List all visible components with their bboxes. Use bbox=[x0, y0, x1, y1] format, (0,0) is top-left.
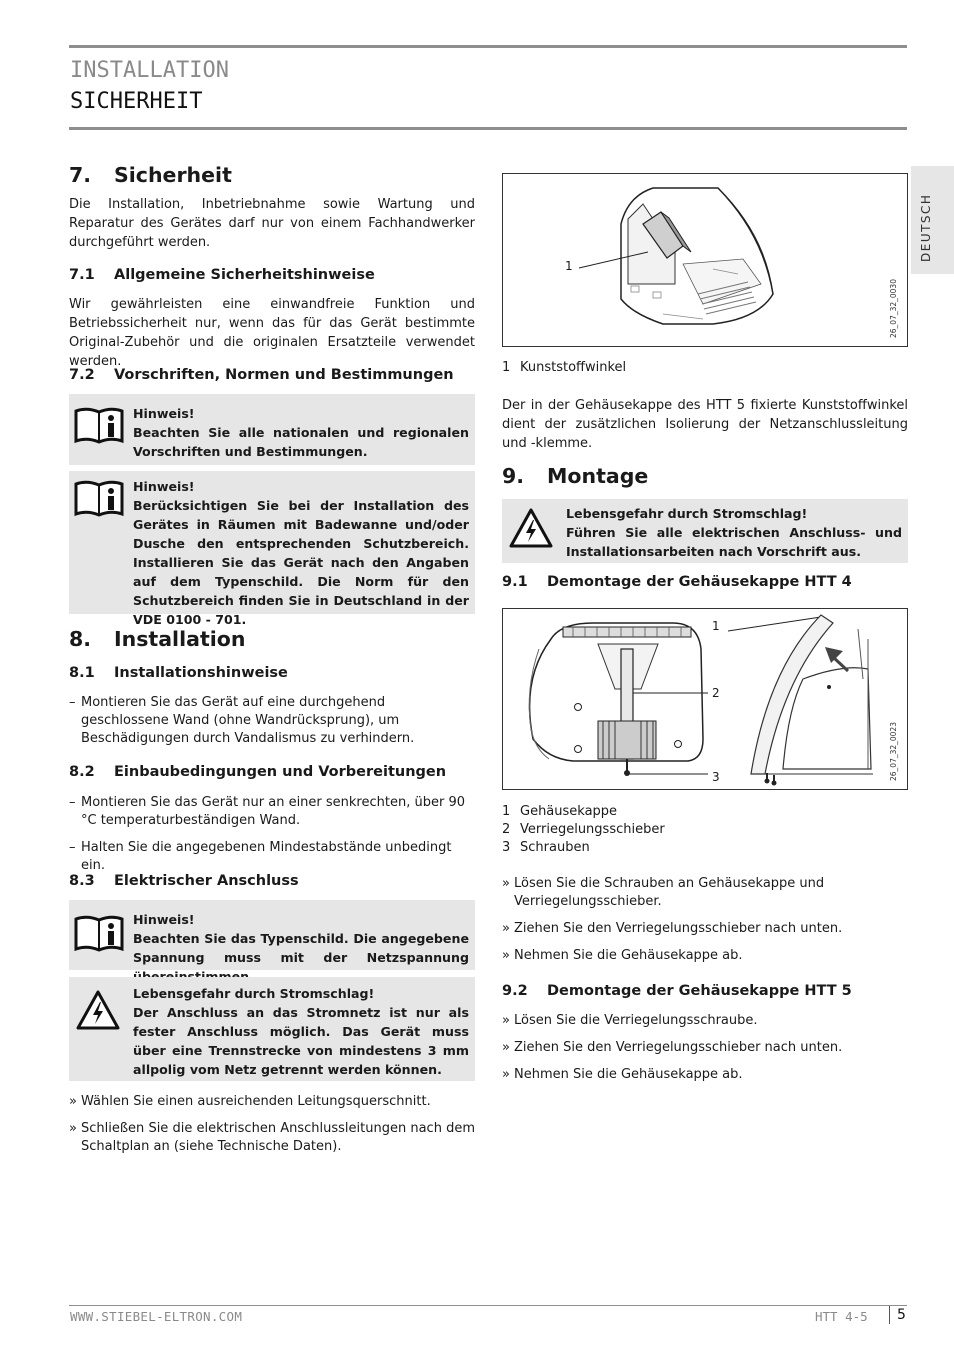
note-body: Beachten Sie das Typenschild. Die angegebene Spannung muss mit der Netzspannung bbox=[133, 931, 469, 965]
step-item: » Ziehen Sie den Verriegelungsschieber nach unten. bbox=[502, 1040, 843, 1055]
list-item: – Montieren Sie das Gerät auf eine durchgehend geschlossene Wand (ohne Wandrücksprung), um Beschädigungen durch Vandalismus zu verhindern. bbox=[69, 695, 415, 746]
note-box bbox=[69, 394, 475, 465]
warning-label: Lebensgefahr durch Stromschlag! bbox=[566, 506, 808, 521]
note-label: Hinweis! bbox=[133, 912, 195, 927]
figure-legend-item: 1 Kunststoffwinkel bbox=[502, 360, 627, 375]
section-9-2-heading: 9.2 Demontage der Gehäusekappe HTT 5 bbox=[502, 983, 852, 999]
warning-text bbox=[133, 984, 469, 1079]
footer-url: WWW.STIEBEL-ELTRON.COM bbox=[70, 1309, 243, 1324]
note-label: Hinweis! bbox=[133, 406, 195, 421]
step-item: » Schließen Sie die elektrischen Anschlussleitungen nach dem Schaltplan an (siehe Technische Daten). bbox=[69, 1121, 475, 1154]
figure-callout-1: 1 bbox=[565, 259, 573, 273]
figure-kunststoffwinkel bbox=[502, 173, 908, 347]
step-item: » Nehmen Sie die Gehäusekappe ab. bbox=[502, 948, 743, 963]
section-8-1-heading: 8.1 Installationshinweise bbox=[69, 665, 288, 681]
electric-hazard-icon bbox=[75, 989, 121, 1031]
list-item: – Montieren Sie das Gerät nur an einer senkrechten, über 90 °C temperaturbeständigen Wand. bbox=[69, 795, 465, 828]
step-item: » Lösen Sie die Verriegelungsschraube. bbox=[502, 1013, 758, 1028]
figure-legend-item: 2 Verriegelungsschieber bbox=[502, 822, 665, 837]
footer-divider bbox=[889, 1306, 890, 1324]
housing-cap-illustration bbox=[503, 609, 907, 789]
section-7-1-heading: 7.1 Allgemeine Sicherheitshinweise bbox=[69, 267, 375, 283]
note-body: Berücksichtigen Sie bei der Installation des Gerätes in Räumen mit Badewanne und/oder Dusche den entsprechenden Schutzbereich. Installieren Sie das Gerät nach den Angaben auf dem Typenschild. Die Norm für den Schutzbereich finden Sie in Deutschland in der VDE 0100 - 701. bbox=[133, 498, 469, 627]
note-box bbox=[69, 471, 475, 627]
section-8-heading: 8. Installation bbox=[69, 627, 246, 651]
section-7-intro: Die Installation, Inbetriebnahme sowie Wartung und Reparatur des Gerätes darf nur von einem Fachhandwerker durchgeführt werden. bbox=[69, 197, 475, 250]
section-9-heading: 9. Montage bbox=[502, 464, 649, 488]
warning-box bbox=[502, 499, 908, 563]
figure-1-description: Der in der Gehäusekappe des HTT 5 fixierte Kunststoffwinkel dient der zusätzlichen Isolierung der Netzanschlussleitung und -klemme. bbox=[502, 398, 908, 451]
note-label: Hinweis! bbox=[133, 479, 195, 494]
list-item: – Halten Sie die angegebenen Mindestabstände unbedingt ein. bbox=[69, 840, 452, 873]
section-7-2-heading: 7.2 Vorschriften, Normen und Bestimmungen bbox=[69, 367, 454, 383]
section-7-1-text: Wir gewährleisten eine einwandfreie Funktion und Betriebssicherheit nur, wenn das für das Gerät bestimmte Original-Zubehör und die originalen Ersatzteile verwendet werden. bbox=[69, 297, 475, 369]
note-text bbox=[133, 910, 469, 986]
figure-callout-3: 3 bbox=[712, 770, 720, 784]
footer-model: HTT 4-5 bbox=[815, 1309, 868, 1324]
section-9-1-heading: 9.1 Demontage der Gehäusekappe HTT 4 bbox=[502, 574, 852, 590]
housing-corner-illustration bbox=[503, 174, 907, 346]
figure-code: 26_07_32_0023 bbox=[889, 722, 898, 781]
language-tab bbox=[911, 166, 954, 274]
figure-callout-1: 1 bbox=[712, 619, 720, 633]
figure-callout-2: 2 bbox=[712, 686, 720, 700]
step-item: » Wählen Sie einen ausreichenden Leitungsquerschnitt. bbox=[69, 1094, 431, 1109]
warning-box bbox=[69, 977, 475, 1081]
warning-body: Der Anschluss an das Stromnetz ist nur als fester Anschluss möglich. Das Gerät muss über eine Trennstrecke von mindestens 3 mm allpolig vom Netz getrennt werden können. bbox=[133, 1005, 469, 1077]
right-column bbox=[502, 0, 908, 1300]
figure-legend-item: 1 Gehäusekappe bbox=[502, 804, 618, 819]
warning-body: Führen Sie alle elektrischen Anschluss- und Installationsarbeiten nach Vorschrift aus. bbox=[566, 525, 902, 559]
note-box bbox=[69, 900, 475, 970]
note-text bbox=[133, 477, 469, 629]
note-text bbox=[133, 404, 469, 461]
section-8-3-heading: 8.3 Elektrischer Anschluss bbox=[69, 873, 299, 889]
page-number: 5 bbox=[897, 1307, 906, 1323]
figure-code: 26_07_32_0030 bbox=[889, 279, 898, 338]
footer-rule bbox=[69, 1305, 907, 1306]
header-subsection: SICHERHEIT bbox=[70, 89, 203, 114]
note-body: Beachten Sie alle nationalen und regionalen Vorschriften und Bestimmungen. bbox=[133, 425, 469, 459]
figure-legend-item: 3 Schrauben bbox=[502, 840, 590, 855]
section-8-2-heading: 8.2 Einbaubedingungen und Vorbereitungen bbox=[69, 764, 447, 780]
info-book-icon bbox=[73, 914, 125, 954]
info-book-icon bbox=[73, 479, 125, 519]
info-book-icon bbox=[73, 406, 125, 446]
language-tab-label: DEUTSCH bbox=[919, 193, 933, 262]
figure-gehaeusekappe bbox=[502, 608, 908, 790]
step-item: » Ziehen Sie den Verriegelungsschieber nach unten. bbox=[502, 921, 843, 936]
step-item: » Lösen Sie die Schrauben an Gehäusekappe und Verriegelungsschieber. bbox=[502, 876, 825, 909]
warning-label: Lebensgefahr durch Stromschlag! bbox=[133, 986, 375, 1001]
step-item: » Nehmen Sie die Gehäusekappe ab. bbox=[502, 1067, 743, 1082]
electric-hazard-icon bbox=[508, 507, 554, 549]
warning-text bbox=[566, 504, 902, 561]
left-column bbox=[69, 0, 475, 1300]
figure-legend bbox=[502, 803, 908, 857]
section-7-heading: 7. Sicherheit bbox=[69, 163, 232, 187]
header-section: INSTALLATION bbox=[70, 58, 229, 83]
